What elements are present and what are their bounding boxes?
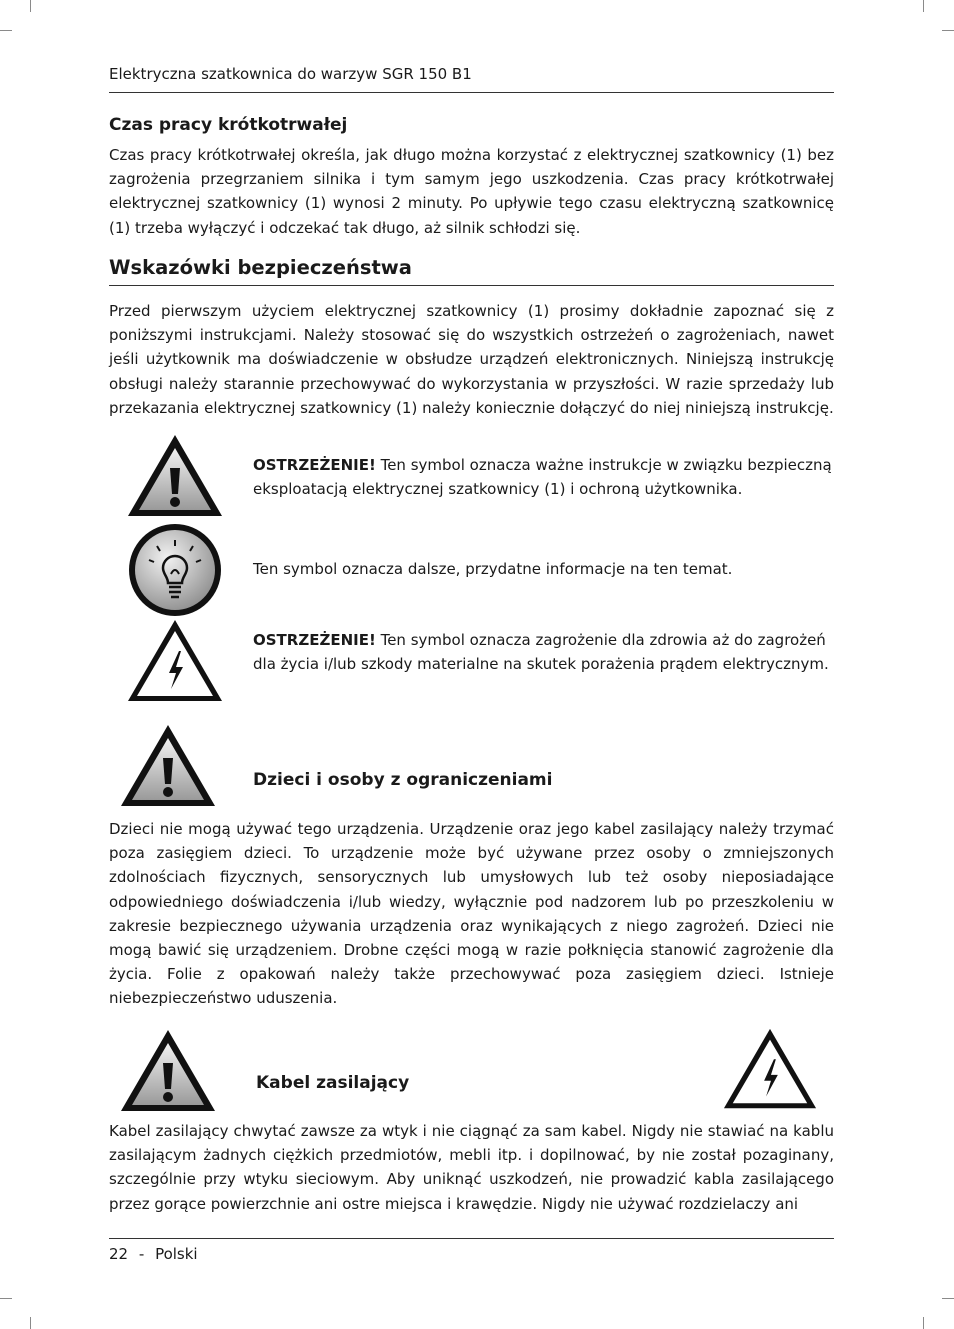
section-heading-power-cable: Kabel zasilający	[256, 1073, 410, 1093]
crop-mark	[30, 0, 31, 12]
section-heading-children: Dzieci i osoby z ograniczeniami	[253, 770, 553, 790]
warning-label: OSTRZEŻENIE!	[253, 456, 376, 474]
crop-mark	[942, 1298, 954, 1299]
warning-triangle-icon	[118, 722, 218, 810]
info-symbol-description: Ten symbol oznacza dalsze, przydatne informacje na ten temat.	[253, 560, 733, 578]
paragraph-safety-intro: Przed pierwszym użyciem elektrycznej szatkownicy (1) prosimy dokładnie zapoznać się z poniższymi instrukcjami. Należy stosować się do wszystkich ostrzeżeń o zagrożeniach, nawet jeśli użytkownik ma doświadczenie w obsłudze urządzeń elektronicznych. Niniejszą instrukcję obsługi należy starannie przechowywać do wykorzystania w przyszłości. W razie sprzedaży lub przekazania elektrycznej szatkownicy (1) należy koniecznie dołączyć do niej niniejszą instrukcję.	[109, 302, 834, 417]
electric-warning-text: Ten symbol oznacza zagrożenie dla zdrowia aż do zagrożeń dla życia i/lub szkody materialne na skutek porażenia prądem elektrycznym.	[253, 631, 829, 673]
crop-mark	[923, 1317, 924, 1329]
section-heading-operating-time: Czas pracy krótkotrwałej	[109, 115, 348, 135]
safety-heading-rule	[109, 285, 834, 286]
electric-symbol-description	[253, 628, 833, 676]
crop-mark	[0, 30, 12, 31]
warning-triangle-icon	[125, 432, 225, 520]
electric-shock-icon	[125, 617, 225, 705]
running-header: Elektryczna szatkownica do warzyw SGR 150 B1	[109, 65, 472, 83]
page-footer	[109, 1244, 198, 1264]
header-rule	[109, 92, 834, 93]
crop-mark	[30, 1317, 31, 1329]
warning-triangle-icon	[118, 1027, 218, 1115]
crop-mark	[0, 1298, 12, 1299]
warning-symbol-description	[253, 453, 833, 501]
crop-mark	[923, 0, 924, 12]
paragraph-power-cable: Kabel zasilający chwytać zawsze za wtyk i nie ciągnąć za sam kabel. Nigdy nie stawiać na kablu zasilającym żadnych ciężkich przedmiotów, mebli itp. i dopilnować, by nie został pozaginany, szczególnie przy wtyku sieciowym. Aby uniknąć uszkodzeń, nie prowadzić kabla zasilającego przez gorące powierzchnie ani ostre miejsca i krawędzie. Nigdy nie używać rozdzielaczy ani	[109, 1122, 834, 1213]
electric-shock-icon	[721, 1025, 819, 1113]
footer-rule	[109, 1238, 834, 1239]
paragraph-children: Dzieci nie mogą używać tego urządzenia. Urządzenie oraz jego kabel zasilający należy trzymać poza zasięgiem dzieci. To urządzenie może być używane przez osoby o zmniejszonych zdolnościach fizycznych, sensorycznych lub umysłowych lub też osoby nieposiadające odpowiedniego doświadczenia i/lub wiedzy, wyłącznie pod nadzorem lub po przeszkoleniu w zakresie bezpiecznego używania urządzenia oraz wynikających z niego zagrożeń. Dzieci nie mogą bawić się urządzeniem. Drobne części mogą w razie połknięcia stanowić zagrożenie dla życia. Folie z opakowań należy także przechowywać poza zasięgiem dzieci. Istnieje niebezpieczeństwo uduszenia.	[109, 820, 834, 1008]
warning-text: Ten symbol oznacza ważne instrukcje w związku bezpieczną eksploatacją elektrycznej szatkownicy (1) i ochroną użytkownika.	[253, 456, 832, 498]
electric-warning-label: OSTRZEŻENIE!	[253, 631, 376, 649]
section-heading-safety: Wskazówki bezpieczeństwa	[109, 256, 412, 279]
crop-mark	[942, 30, 954, 31]
footer-language: Polski	[155, 1245, 198, 1263]
paragraph-operating-time: Czas pracy krótkotrwałej określa, jak długo można korzystać z elektrycznej szatkownicy (1) bez zagrożenia przegrzaniem silnika i tym samym jego uszkodzenia. Czas pracy krótkotrwałej elektrycznej szatkownicy (1) wynosi 2 minuty. Po upływie tego czasu elektryczną szatkownicę (1) trzeba wyłączyć i odczekać tak długo, aż silnik schłodzi się.	[109, 146, 834, 237]
page-number: 22	[109, 1245, 129, 1263]
footer-separator: -	[138, 1245, 145, 1263]
lightbulb-icon	[127, 522, 223, 618]
